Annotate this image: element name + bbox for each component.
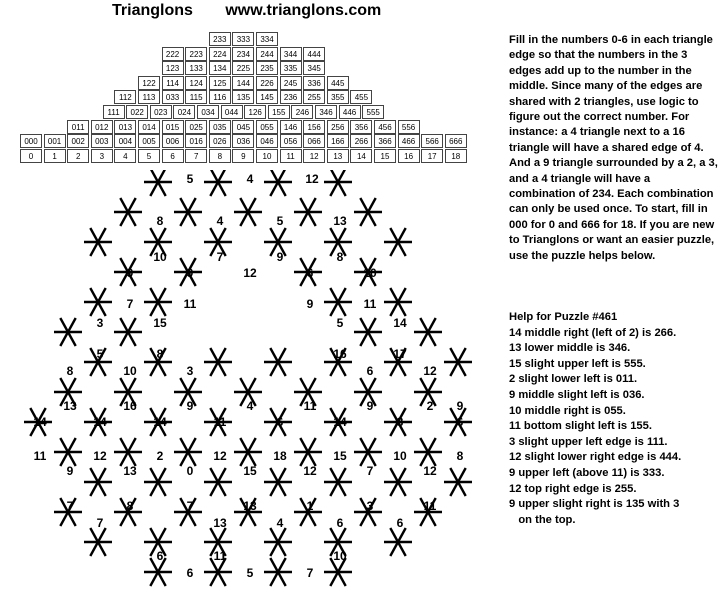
combination-cell: 036 [232, 134, 254, 148]
triangle-sum: 14 [153, 415, 167, 429]
triangle-sum: 4 [276, 516, 284, 530]
help-line: 12 slight lower right edge is 444. [509, 451, 682, 464]
sum-cell: 1 [44, 149, 66, 163]
triangle-sum: 7 [96, 516, 104, 530]
combination-cell: 045 [232, 120, 254, 134]
combination-cell: 336 [303, 76, 325, 90]
combination-cell: 115 [185, 90, 207, 104]
combination-cell: 366 [374, 134, 396, 148]
combination-cell: 223 [185, 47, 207, 61]
combination-cell: 555 [362, 105, 384, 119]
combination-cell: 444 [303, 47, 325, 61]
combination-cell: 335 [280, 61, 302, 75]
triangle-sum: 12 [93, 449, 107, 463]
help-line: 15 slight upper left is 555. [509, 357, 646, 370]
combination-cell: 122 [138, 76, 160, 90]
instructions-text: Fill in the numbers 0-6 in each triangle edge so that the numbers in the 3 edges add up to the number in the middle. Since many of the edges are shared with 2 triangles, use logic to figure out the correct number. For instance: a 4 triangle next to a 16 triangle will have a shared edge of 4. And a 9 triangle surrounded by a 2, a 3, and a 4 triangle will have a combination of 234. Each combination can only be used once. To start, fill in 000 for 0 and 666 for 18. If you are new to Trianglons or want an easier puzzle, use the puzzle helps below. [509, 34, 718, 262]
combination-cell: 114 [162, 76, 184, 90]
combination-cell: 035 [209, 120, 231, 134]
triangle-sum: 4 [246, 172, 254, 186]
triangle-sum: 10 [333, 549, 347, 563]
combination-cell: 044 [221, 105, 243, 119]
triangle-sum: 8 [456, 449, 464, 463]
combination-cell: 111 [103, 105, 125, 119]
combination-cell: 125 [209, 76, 231, 90]
combination-cell: 224 [209, 47, 231, 61]
triangle-sum: 5 [276, 214, 284, 228]
triangle-sum: 9 [126, 266, 134, 280]
combination-cell: 013 [114, 120, 136, 134]
triangle-sum: 4 [246, 399, 254, 413]
puzzle-board [0, 170, 505, 595]
sum-cell: 18 [445, 149, 467, 163]
combination-cell: 144 [232, 76, 254, 90]
triangle-sum: 11 [363, 297, 377, 311]
sum-cell: 8 [209, 149, 231, 163]
combination-cell: 244 [256, 47, 278, 61]
combination-cell: 134 [209, 61, 231, 75]
triangle-sum: 15 [333, 449, 347, 463]
triangle-sum: 5 [336, 316, 344, 330]
triangle-sum: 17 [393, 347, 407, 361]
sum-cell: 11 [280, 149, 302, 163]
triangle-sum: 14 [33, 415, 47, 429]
combination-cell: 145 [256, 90, 278, 104]
combination-cell: 234 [232, 47, 254, 61]
combination-cell: 123 [162, 61, 184, 75]
combination-cell: 003 [91, 134, 113, 148]
combination-cell: 034 [197, 105, 219, 119]
triangle-sum: 14 [93, 415, 107, 429]
triangle-sum: 12 [423, 464, 437, 478]
sum-cell: 6 [162, 149, 184, 163]
triangle-sum: 9 [456, 399, 464, 413]
help-line: 3 slight upper left edge is 111. [509, 435, 668, 448]
combination-cell: 445 [327, 76, 349, 90]
help-line: 14 middle right (left of 2) is 266. [509, 326, 677, 339]
combination-cell: 016 [185, 134, 207, 148]
triangle-sum: 12 [423, 364, 437, 378]
sum-cell: 4 [114, 149, 136, 163]
combination-cell: 235 [256, 61, 278, 75]
triangle-sum: 9 [276, 250, 284, 264]
triangle-sum: 11 [33, 449, 47, 463]
combination-cell: 006 [162, 134, 184, 148]
triangle-sum: 11 [213, 415, 227, 429]
triangle-sum: 7 [366, 464, 374, 478]
combination-cell: 155 [268, 105, 290, 119]
combination-cell: 256 [327, 120, 349, 134]
combination-cell: 126 [244, 105, 266, 119]
combination-cell: 015 [162, 120, 184, 134]
triangle-sum: 8 [156, 214, 164, 228]
triangle-sum: 14 [333, 415, 347, 429]
combination-cell: 112 [114, 90, 136, 104]
combination-cell: 156 [303, 120, 325, 134]
combination-cell: 000 [20, 134, 42, 148]
triangle-sum: 1 [306, 499, 314, 513]
combination-cell: 566 [421, 134, 443, 148]
site-title: Trianglons [112, 2, 193, 19]
sum-cell: 13 [327, 149, 349, 163]
triangle-sum: 6 [276, 415, 284, 429]
triangle-sum: 8 [126, 499, 134, 513]
combination-cell: 456 [374, 120, 396, 134]
sum-cell: 17 [421, 149, 443, 163]
combination-cell: 466 [398, 134, 420, 148]
sum-cell: 16 [398, 149, 420, 163]
triangle-sum: 6 [336, 516, 344, 530]
triangle-sum: 10 [393, 449, 407, 463]
combination-cell: 023 [150, 105, 172, 119]
combination-cell: 236 [280, 90, 302, 104]
triangle-sum: 7 [66, 499, 74, 513]
combination-cell: 004 [114, 134, 136, 148]
triangle-sum: 10 [123, 364, 137, 378]
triangle-sum: 9 [306, 297, 314, 311]
help-line: 10 middle right is 055. [509, 404, 626, 417]
triangle-sum: 6 [306, 266, 314, 280]
sum-cell: 12 [303, 149, 325, 163]
combination-cell: 133 [185, 61, 207, 75]
combination-cell: 055 [256, 120, 278, 134]
sum-cell: 7 [185, 149, 207, 163]
triangle-sum: 12 [213, 449, 227, 463]
combination-cell: 226 [256, 76, 278, 90]
triangle-sum: 4 [216, 214, 224, 228]
triangle-sum: 15 [243, 464, 257, 478]
combination-cell: 344 [280, 47, 302, 61]
combination-cell: 001 [44, 134, 66, 148]
combination-cell: 355 [327, 90, 349, 104]
help-line: on the top. [509, 513, 576, 526]
help-line: 9 upper slight right is 135 with 3 [509, 498, 680, 511]
sum-cell: 15 [374, 149, 396, 163]
triangle-sum: 16 [333, 347, 347, 361]
help-lines [509, 326, 721, 529]
triangle-sum: 6 [366, 364, 374, 378]
triangle-sum: 11 [213, 549, 227, 563]
combination-cell: 266 [350, 134, 372, 148]
site-url: www.trianglons.com [225, 2, 382, 19]
sum-cell: 14 [350, 149, 372, 163]
combination-cell: 233 [209, 32, 231, 46]
triangle-sum: 13 [243, 499, 257, 513]
triangle-sum: 5 [186, 172, 194, 186]
combination-cell: 666 [445, 134, 467, 148]
triangle-sum: 12 [305, 172, 319, 186]
triangle-sum: 3 [96, 316, 104, 330]
sum-cell: 5 [138, 149, 160, 163]
help-line: 9 upper left (above 11) is 333. [509, 466, 665, 479]
triangle-sum: 3 [186, 364, 194, 378]
help-line: 9 middle slight left is 036. [509, 388, 645, 401]
combination-cell: 012 [91, 120, 113, 134]
combination-cell: 056 [280, 134, 302, 148]
triangle-sum: 9 [186, 266, 194, 280]
combination-cell: 333 [232, 32, 254, 46]
triangle-sum: 9 [66, 464, 74, 478]
combination-cell: 135 [232, 90, 254, 104]
combination-cell: 255 [303, 90, 325, 104]
triangle-sum: 7 [126, 297, 134, 311]
sum-cell: 2 [67, 149, 89, 163]
triangle-sum: 9 [366, 399, 374, 413]
combination-cell: 446 [339, 105, 361, 119]
combination-cell: 455 [350, 90, 372, 104]
combination-cell: 026 [209, 134, 231, 148]
triangle-sum: 8 [156, 347, 164, 361]
help-line: 11 bottom slight left is 155. [509, 420, 652, 433]
combination-cell: 222 [162, 47, 184, 61]
triangle-sum: 8 [396, 415, 404, 429]
combination-cell: 022 [126, 105, 148, 119]
triangle-sum: 10 [153, 250, 167, 264]
combination-cell: 011 [67, 120, 89, 134]
combination-cell: 116 [209, 90, 231, 104]
triangle-sum: 8 [336, 250, 344, 264]
combination-cell: 166 [327, 134, 349, 148]
triangle-sum: 6 [456, 415, 464, 429]
triangle-sum: 12 [243, 266, 257, 280]
triangle-sum: 11 [423, 499, 437, 513]
triangle-sum: 15 [153, 316, 167, 330]
combination-cell: 334 [256, 32, 278, 46]
triangle-sum: 13 [333, 214, 347, 228]
help-line: 13 lower middle is 346. [509, 342, 631, 355]
triangle-sum: 5 [96, 347, 104, 361]
combination-cell: 225 [232, 61, 254, 75]
combination-cell: 033 [162, 90, 184, 104]
triangle-sum: 7 [216, 250, 224, 264]
combination-cell: 556 [398, 120, 420, 134]
triangle-sum: 18 [273, 449, 287, 463]
triangle-sum: 2 [156, 449, 164, 463]
triangle-sum: 5 [246, 566, 254, 580]
triangle-sum: 7 [186, 499, 194, 513]
triangle-sum: 6 [186, 566, 194, 580]
combination-cell: 245 [280, 76, 302, 90]
triangle-sum: 6 [396, 516, 404, 530]
triangle-sum: 2 [426, 399, 434, 413]
combination-cell: 046 [256, 134, 278, 148]
triangle-sum: 0 [186, 464, 194, 478]
triangle-sum: 12 [303, 464, 317, 478]
triangle-sum: 14 [393, 316, 407, 330]
combination-cell: 124 [185, 76, 207, 90]
combination-cell: 113 [138, 90, 160, 104]
triangle-sum: 6 [156, 549, 164, 563]
combination-cell: 025 [185, 120, 207, 134]
triangle-sum: 11 [183, 297, 197, 311]
triangle-sum: 11 [303, 399, 317, 413]
combination-cell: 146 [280, 120, 302, 134]
combination-cell: 345 [303, 61, 325, 75]
triangle-sum: 16 [123, 399, 137, 413]
triangle-sum: 13 [213, 516, 227, 530]
sum-cell: 3 [91, 149, 113, 163]
combination-cell: 246 [291, 105, 313, 119]
combination-cell: 346 [315, 105, 337, 119]
help-panel [509, 310, 721, 528]
header [112, 2, 409, 20]
help-line: 2 slight lower left is 011. [509, 373, 638, 386]
triangle-sum: 10 [363, 266, 377, 280]
combination-cell: 014 [138, 120, 160, 134]
combination-cell: 066 [303, 134, 325, 148]
sum-cell: 9 [232, 149, 254, 163]
combination-cell: 024 [173, 105, 195, 119]
triangle-sum: 13 [63, 399, 77, 413]
help-line: 12 top right edge is 255. [509, 482, 637, 495]
triangle-sum: 3 [366, 499, 374, 513]
triangle-sum: 9 [186, 399, 194, 413]
triangle-sum: 7 [306, 566, 314, 580]
help-title: Help for Puzzle #461 [509, 311, 618, 323]
combination-cell: 002 [67, 134, 89, 148]
triangle-sum: 8 [66, 364, 74, 378]
sum-cell: 10 [256, 149, 278, 163]
triangle-sum: 13 [123, 464, 137, 478]
combination-cell: 005 [138, 134, 160, 148]
combination-cell: 356 [350, 120, 372, 134]
sum-cell: 0 [20, 149, 42, 163]
